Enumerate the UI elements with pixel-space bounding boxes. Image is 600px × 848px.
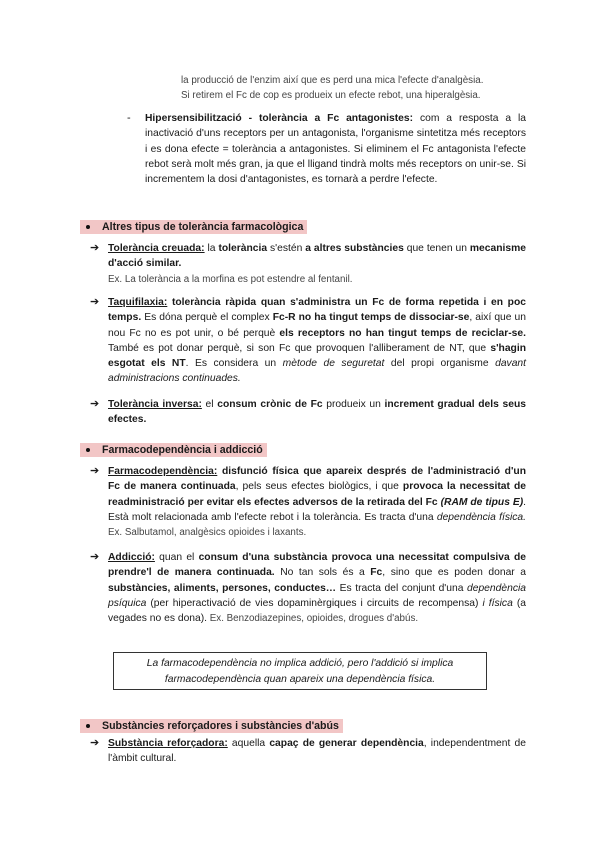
section-heading-reinforcing	[80, 718, 343, 734]
creuada-paragraph	[108, 241, 526, 287]
farmaco-paragraph	[108, 464, 526, 540]
hyper-paragraph	[145, 111, 526, 187]
bold-span: els receptors no han tingut temps de reciclar-se.	[279, 327, 526, 339]
italic-span: mètode de seguretat	[282, 358, 385, 370]
italic-span: i física	[482, 597, 513, 609]
bold-span: Fc	[370, 567, 383, 579]
text-span: la	[204, 243, 219, 254]
section-title: Substàncies reforçadores i substàncies d'abús	[102, 720, 339, 732]
bold-span: a altres substàncies	[305, 243, 404, 254]
bold-span: substàncies, aliments, persones, conductes…	[108, 582, 337, 594]
text-span: que tenen un	[403, 243, 470, 254]
section-title: Farmacodependència i addicció	[102, 444, 263, 456]
bullet-dot-icon	[86, 448, 90, 452]
text-span: aquella	[227, 738, 270, 749]
bold-span: Fc-R no ha tingut temps de dissociar-se	[272, 312, 470, 324]
bold-span: increment gradual dels seus efectes.	[108, 399, 526, 426]
intro-line-2: Si retirem el Fc de cop es produeix un efecte rebot, una hiperalgèsia.	[181, 90, 481, 102]
text-span: També es pot donar perquè, si son Fc que provoquen l'alliberament de NT, que	[108, 342, 491, 354]
bold-span: consum d'una substància provoca una necessitat compulsiva de prendre'l de manera continuada.	[108, 552, 526, 579]
text-span: el	[201, 399, 218, 410]
intro-line-1: la producció de l'enzim així que es perd una mica l'efecte d'analgèsia.	[181, 75, 484, 86]
arrow-right-icon: ➔	[90, 737, 100, 749]
arrow-right-icon: ➔	[90, 551, 100, 563]
text-span: (a vegades no es dona).	[108, 597, 526, 625]
text-span: quan el	[154, 552, 199, 563]
taqui-paragraph	[108, 295, 526, 387]
bold-span: capaç de generar dependència	[269, 738, 424, 749]
bold-span: consum crònic de Fc	[217, 399, 323, 410]
inversa-paragraph	[108, 397, 526, 428]
bold-span: tolerància	[218, 243, 268, 254]
bullet-dot-icon	[86, 225, 90, 229]
inversa-term: Tolerància inversa:	[108, 399, 202, 410]
arrow-right-icon: ➔	[90, 465, 100, 477]
text-span: s'estén	[267, 243, 306, 254]
section-heading-dependence	[80, 442, 267, 458]
text-span: , independentment de l'àmbit cultural.	[108, 738, 526, 765]
arrow-right-icon: ➔	[90, 296, 100, 308]
reforcadora-paragraph	[108, 736, 526, 767]
section-heading-tolerance-types	[80, 219, 307, 235]
bold-span: disfunció física que apareix després de l'administració d'un Fc de manera continuada	[108, 466, 526, 493]
bold-span: s'hagin esgotat els NT	[108, 342, 526, 370]
italic-span: dependència física.	[436, 511, 526, 523]
note-line-2: farmacodependència quan apareix una dependència física.	[164, 673, 436, 685]
intro-paragraph	[181, 73, 521, 104]
bold-span: tolerància ràpida quan s'administra un Fc de forma repetida i en poc temps.	[108, 297, 526, 324]
text-span: , sino que es poden donar a	[382, 567, 526, 579]
text-span: . Està molt relacionada amb l'efecte rebot i la tolerància. Es tracta d'una	[108, 496, 527, 523]
creuada-term: Tolerància creuada:	[108, 243, 205, 254]
section-title: Altres tipus de tolerància farmacològica	[102, 221, 304, 233]
arrow-right-icon: ➔	[90, 398, 100, 410]
arrow-right-icon: ➔	[90, 242, 100, 254]
text-span: . Es considera un	[185, 358, 283, 370]
hyper-term: Hipersensibilització - tolerància a Fc antagonistes:	[145, 113, 414, 124]
text-span: , així que un nou Fc no es pot unir, o bé perquè	[108, 312, 526, 339]
farmaco-term: Farmacodependència:	[108, 466, 218, 477]
addiccio-term: Addicció:	[108, 552, 155, 563]
text-span: No tan sols és a	[274, 567, 371, 579]
text-span: del propi organisme	[384, 358, 496, 370]
text-span: Es tracta del conjunt d'una	[336, 582, 467, 594]
addiccio-paragraph	[108, 550, 526, 626]
addiccio-example: Ex. Benzodiazepines, opioides, drogues d'abús.	[207, 613, 419, 625]
dash-bullet: -	[127, 112, 131, 124]
hyper-text: com a resposta a la inactivació d'uns receptors per un antagonista, l'organisme sintetitza més receptors i es dona efecte = tolerància a antagonistes. Si eliminem el Fc antagonista l'efecte rebot serà molt més gran, ja que el lligand tindrà molts més receptors on unir-se. Si incrementem la dosi d'antagonistes, es tornarà a perdre l'efecte.	[145, 113, 527, 186]
text-span: Es dóna perquè el complex	[141, 312, 273, 324]
note-line-1: La farmacodependència no implica addició, pero l'addició si implica	[146, 658, 454, 669]
bold-span: provoca la necessitat de readministració per evitar els efectes adversos de la retirada del Fc	[108, 481, 526, 508]
taqui-term: Taquifilaxia:	[108, 297, 168, 308]
bold-italic-span: (RAM de tipus E)	[437, 496, 524, 508]
reforcadora-term: Substància reforçadora:	[108, 738, 228, 749]
bold-span: mecanisme d'acció similar.	[108, 243, 526, 270]
italic-span: davant administracions continuades.	[108, 358, 527, 385]
creuada-example: Ex. La tolerància a la morfina es pot estendre al fentanil.	[108, 273, 353, 285]
text-span: , pels seus efectes biològics, i que	[235, 481, 403, 493]
bullet-dot-icon	[86, 724, 90, 728]
text-span: (per hiperactivació de vies dopaminèrgiques i circuits de recompensa)	[146, 597, 483, 609]
farmaco-example: Ex. Salbutamol, analgèsics opioides i laxants.	[108, 527, 307, 539]
italic-span: dependència psíquica	[108, 582, 526, 609]
text-span: produeix un	[322, 399, 385, 410]
note-box	[113, 652, 487, 690]
